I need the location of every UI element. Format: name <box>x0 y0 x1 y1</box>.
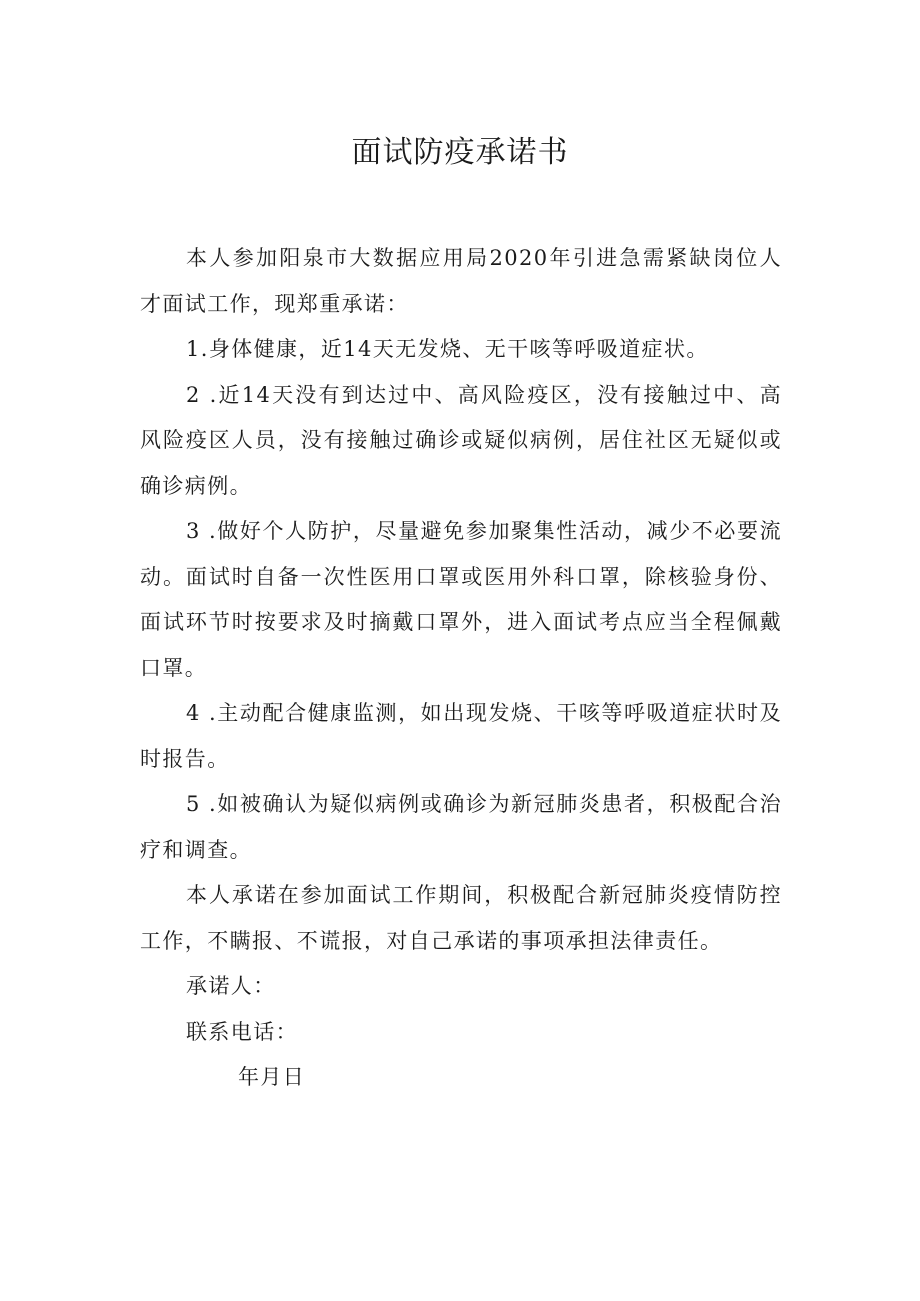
date-label: 年月日 <box>238 1065 306 1089</box>
document-body <box>140 236 782 1101</box>
commitment-item-5: 5 .如被确认为疑似病例或确诊为新冠肺炎患者，积极配合治疗和调查。 <box>140 792 782 862</box>
commitment-item-1: 1.身体健康，近14天无发烧、无干咳等呼吸道症状。 <box>186 337 709 361</box>
document-title: 面试防疫承诺书 <box>351 135 569 170</box>
commitment-item-4: 4 .主动配合健康监测，如出现发烧、干咳等呼吸道症状时及时报告。 <box>140 701 782 771</box>
phone-label: 联系电话： <box>186 1019 298 1044</box>
intro-paragraph: 本人参加阳泉市大数据应用局2020年引进急需紧缺岗位人才面试工作，现郑重承诺： <box>140 246 782 316</box>
signer-label: 承诺人： <box>186 974 276 998</box>
closing-paragraph: 本人承诺在参加面试工作期间，积极配合新冠肺炎疫情防控工作，不瞒报、不谎报，对自己承诺的事项承担法律责任。 <box>140 883 782 953</box>
commitment-item-2: 2 .近14天没有到达过中、高风险疫区，没有接触过中、高风险疫区人员，没有接触过确诊或疑似病例，居住社区无疑似或确诊病例。 <box>140 382 782 498</box>
commitment-item-3: 3 .做好个人防护，尽量避免参加聚集性活动，减少不必要流动。面试时自备一次性医用口罩或医用外科口罩，除核验身份、面试环节时按要求及时摘戴口罩外，进入面试考点应当全程佩戴口罩。 <box>140 519 782 680</box>
